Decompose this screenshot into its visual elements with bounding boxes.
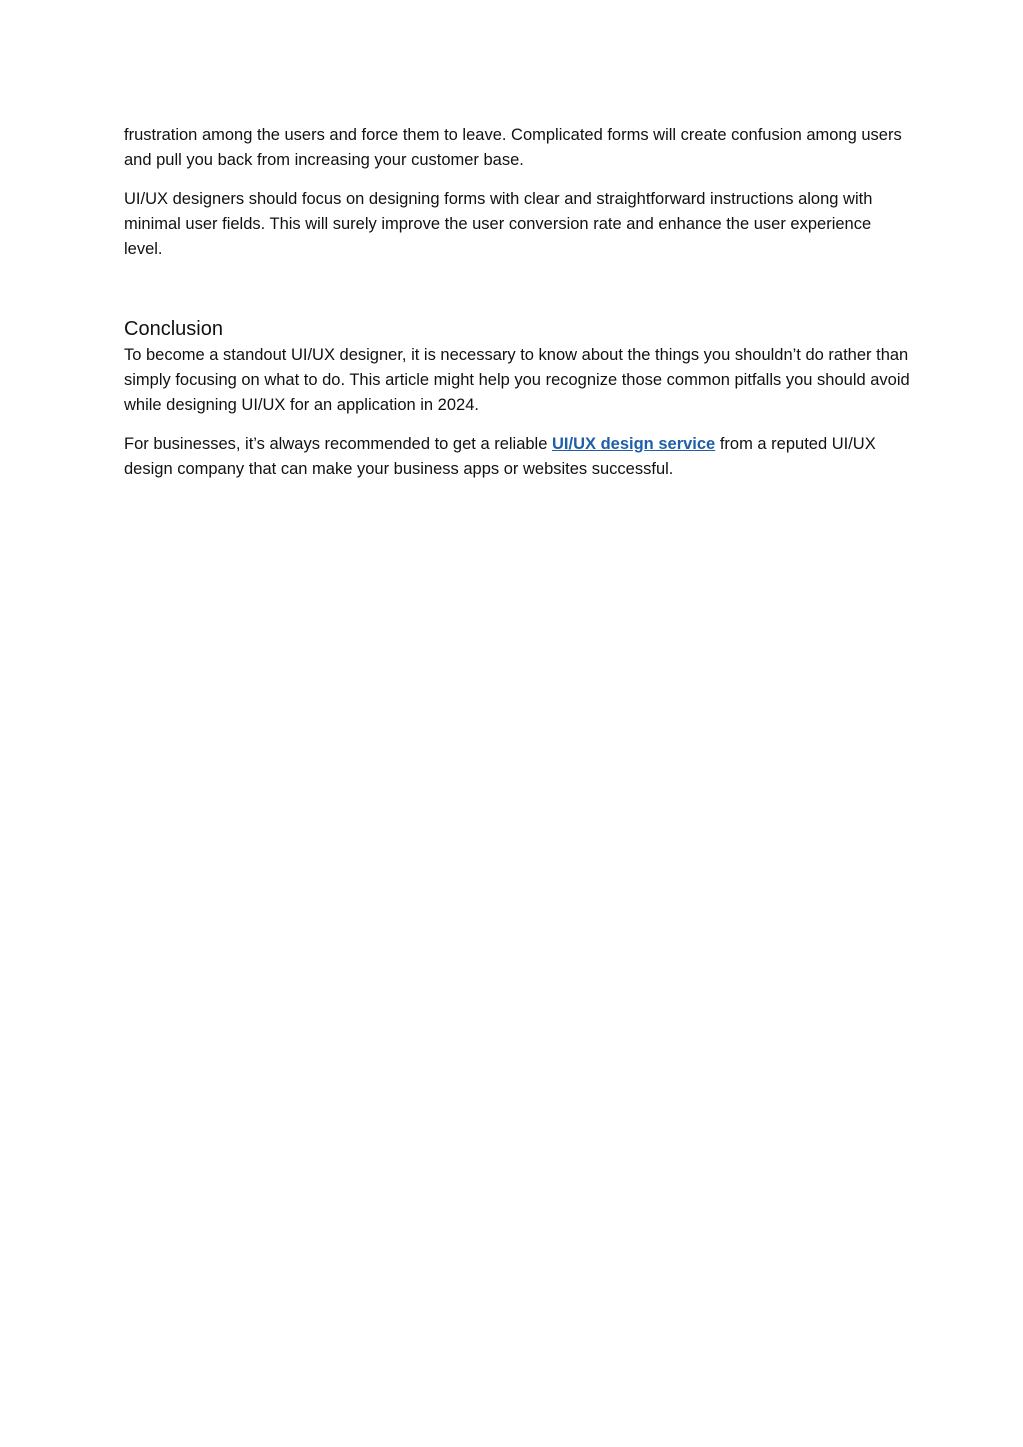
recommendation-text-before: For businesses, it’s always recommended to get a reliable	[124, 435, 552, 453]
paragraph-conclusion: To become a standout UI/UX designer, it is necessary to know about the things you shouldn’t do rather than simply focusing on what to do. This article might help you recognize those common pitfalls you should avoid while designing UI/UX for an application in 2024.	[124, 346, 910, 414]
paragraph-forms-advice: UI/UX designers should focus on designing forms with clear and straightforward instructions along with minimal user fields. This will surely improve the user conversion rate and enhance the user experience level.	[124, 190, 873, 258]
document-body	[124, 123, 914, 482]
conclusion-heading: Conclusion	[124, 318, 223, 340]
paragraph-forms-frustration: frustration among the users and force them to leave. Complicated forms will create confusion among users and pull you back from increasing your customer base.	[124, 126, 902, 169]
paragraph-recommendation	[124, 432, 914, 482]
recommendation-text-after: from a reputed UI/UX design company that can make your business apps or websites successful.	[124, 435, 876, 478]
uiux-design-service-link[interactable]: UI/UX design service	[552, 435, 716, 453]
